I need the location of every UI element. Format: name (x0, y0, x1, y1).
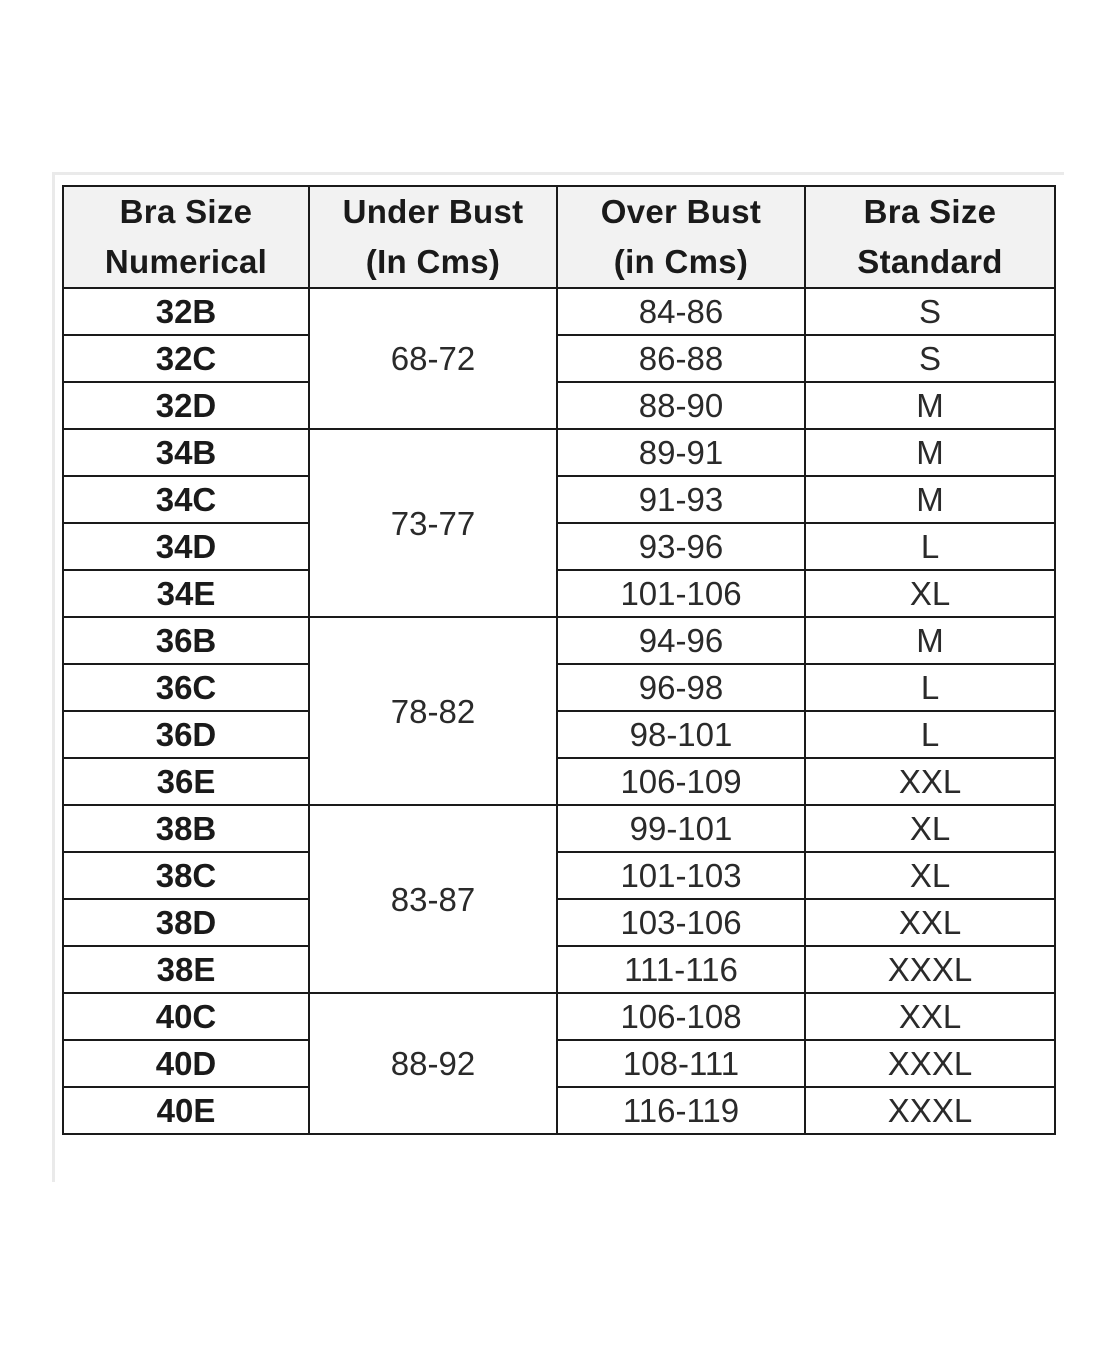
cell-numerical: 34B (63, 429, 309, 476)
cell-under-bust: 73-77 (309, 429, 557, 617)
cell-standard: L (805, 664, 1055, 711)
cell-over-bust: 94-96 (557, 617, 805, 664)
header-line: Bra Size (863, 193, 997, 230)
cell-over-bust: 84-86 (557, 288, 805, 335)
cell-numerical: 36B (63, 617, 309, 664)
cell-numerical: 38C (63, 852, 309, 899)
header-row (63, 186, 1055, 288)
cell-numerical: 38E (63, 946, 309, 993)
table-row (63, 1040, 1055, 1087)
cell-standard: L (805, 711, 1055, 758)
cell-standard: XXL (805, 993, 1055, 1040)
cell-standard: S (805, 335, 1055, 382)
cell-standard: XXXL (805, 1040, 1055, 1087)
header-line: Standard (857, 243, 1003, 280)
table-row (63, 664, 1055, 711)
bra-size-table (62, 185, 1056, 1135)
cell-numerical: 38B (63, 805, 309, 852)
cell-numerical: 32D (63, 382, 309, 429)
table-row (63, 617, 1055, 664)
cell-over-bust: 93-96 (557, 523, 805, 570)
cell-under-bust: 83-87 (309, 805, 557, 993)
cell-standard: XXXL (805, 946, 1055, 993)
table-row (63, 523, 1055, 570)
cell-standard: XL (805, 805, 1055, 852)
cell-over-bust: 106-108 (557, 993, 805, 1040)
table-header (63, 186, 1055, 288)
table-row (63, 711, 1055, 758)
cell-numerical: 34C (63, 476, 309, 523)
header-over-bust (557, 186, 805, 288)
cell-numerical: 40C (63, 993, 309, 1040)
cell-over-bust: 89-91 (557, 429, 805, 476)
header-line: Bra Size (119, 193, 253, 230)
header-line: Over Bust (600, 193, 762, 230)
header-under-bust (309, 186, 557, 288)
header-bra-size-numerical (63, 186, 309, 288)
cell-over-bust: 116-119 (557, 1087, 805, 1134)
cell-over-bust: 101-106 (557, 570, 805, 617)
cell-over-bust: 103-106 (557, 899, 805, 946)
table-row (63, 805, 1055, 852)
cell-under-bust: 88-92 (309, 993, 557, 1134)
cell-over-bust: 106-109 (557, 758, 805, 805)
cell-numerical: 36D (63, 711, 309, 758)
table-row (63, 382, 1055, 429)
cell-numerical: 34E (63, 570, 309, 617)
header-line: (In Cms) (365, 243, 501, 280)
cell-standard: S (805, 288, 1055, 335)
cell-over-bust: 108-111 (557, 1040, 805, 1087)
cell-under-bust: 78-82 (309, 617, 557, 805)
cell-standard: M (805, 476, 1055, 523)
table-row (63, 899, 1055, 946)
table-body (63, 288, 1055, 1134)
cell-over-bust: 111-116 (557, 946, 805, 993)
table-row (63, 946, 1055, 993)
cell-over-bust: 86-88 (557, 335, 805, 382)
cell-standard: XXXL (805, 1087, 1055, 1134)
table-row (63, 993, 1055, 1040)
cell-numerical: 32B (63, 288, 309, 335)
header-line: (in Cms) (613, 243, 749, 280)
table-row (63, 1087, 1055, 1134)
cell-over-bust: 88-90 (557, 382, 805, 429)
cell-standard: XXL (805, 899, 1055, 946)
cell-numerical: 36C (63, 664, 309, 711)
header-line: Numerical (104, 243, 268, 280)
table-row (63, 476, 1055, 523)
cell-numerical: 40E (63, 1087, 309, 1134)
cell-under-bust: 68-72 (309, 288, 557, 429)
cell-over-bust: 101-103 (557, 852, 805, 899)
cell-over-bust: 91-93 (557, 476, 805, 523)
table-row (63, 758, 1055, 805)
cell-standard: XL (805, 852, 1055, 899)
cell-standard: L (805, 523, 1055, 570)
cell-numerical: 36E (63, 758, 309, 805)
cell-over-bust: 96-98 (557, 664, 805, 711)
cell-over-bust: 99-101 (557, 805, 805, 852)
table-row (63, 570, 1055, 617)
cell-numerical: 32C (63, 335, 309, 382)
cell-numerical: 40D (63, 1040, 309, 1087)
header-line: Under Bust (342, 193, 524, 230)
table-row (63, 288, 1055, 335)
cell-numerical: 34D (63, 523, 309, 570)
table-row (63, 852, 1055, 899)
table-row (63, 429, 1055, 476)
cell-standard: XL (805, 570, 1055, 617)
cell-numerical: 38D (63, 899, 309, 946)
cell-standard: M (805, 382, 1055, 429)
table-row (63, 335, 1055, 382)
cell-over-bust: 98-101 (557, 711, 805, 758)
cell-standard: M (805, 617, 1055, 664)
cell-standard: M (805, 429, 1055, 476)
cell-standard: XXL (805, 758, 1055, 805)
header-bra-size-standard (805, 186, 1055, 288)
